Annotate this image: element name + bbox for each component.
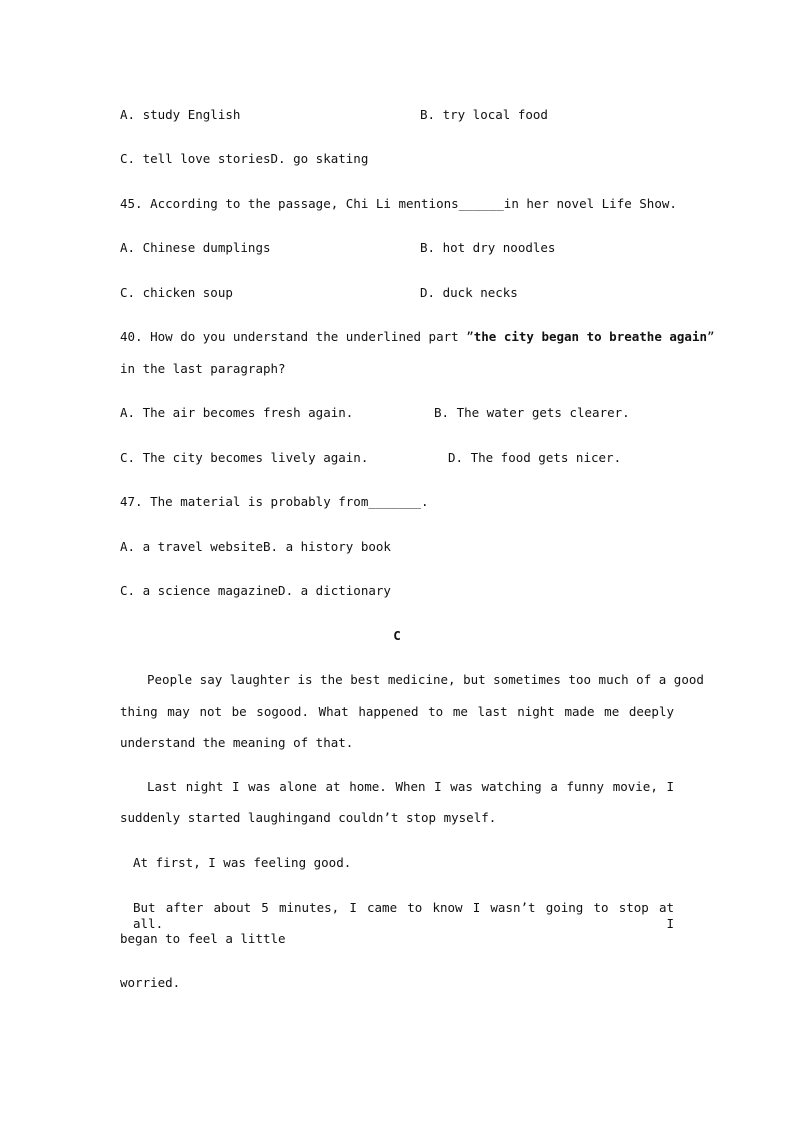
q45-option-d: D. duck necks	[420, 285, 518, 300]
q40-stem	[120, 329, 715, 345]
passage-p1-line2: thing may not be sogood. What happened to me last night made me deeply	[120, 704, 674, 719]
q47-option-cd: C. a science magazineD. a dictionary	[120, 583, 391, 598]
q44-option-b: B. try local food	[420, 107, 548, 122]
passage-p4-line3: worried.	[120, 975, 181, 990]
passage-p4-line1: But after about 5 minutes, I came to know I wasn’t going to stop at all. I	[133, 900, 674, 931]
q45-stem: 45. According to the passage, Chi Li mentions______in her novel Life Show.	[120, 196, 677, 211]
passage-p4-line2: began to feel a little	[120, 931, 286, 946]
q40-stem-line2: in the last paragraph?	[120, 361, 286, 376]
q44-option-cd: C. tell love storiesD. go skating	[120, 151, 369, 166]
q40-option-c: C. The city becomes lively again.	[120, 450, 369, 465]
q45-option-a: A. Chinese dumplings	[120, 240, 271, 255]
q40-option-b: B. The water gets clearer.	[434, 405, 630, 420]
q45-option-b: B. hot dry noodles	[420, 240, 556, 255]
q40-option-a: A. The air becomes fresh again.	[120, 405, 354, 420]
section-heading: C	[393, 628, 401, 643]
q47-stem: 47. The material is probably from_______.	[120, 494, 429, 509]
q40-underlined-phrase: the city began to breathe again	[473, 329, 708, 344]
q45-option-c: C. chicken soup	[120, 285, 233, 300]
q47-option-ab: A. a travel websiteB. a history book	[120, 539, 391, 554]
passage-p2-line2: suddenly started laughingand couldn’t stop myself.	[120, 810, 497, 825]
passage-p1-line1: People say laughter is the best medicine, but sometimes too much of a good	[147, 672, 704, 687]
q40-quote-close: ”	[707, 329, 715, 344]
passage-p2-line1: Last night I was alone at home. When I was watching a funny movie, I	[147, 779, 674, 794]
q44-option-a: A. study English	[120, 107, 241, 122]
passage-p1-line3: understand the meaning of that.	[120, 735, 354, 750]
passage-p3: At first, I was feeling good.	[133, 855, 352, 870]
q40-quote-open: ”	[466, 329, 474, 344]
q40-option-d: D. The food gets nicer.	[448, 450, 622, 465]
q40-stem-text: 40. How do you understand the underlined part	[120, 329, 467, 344]
